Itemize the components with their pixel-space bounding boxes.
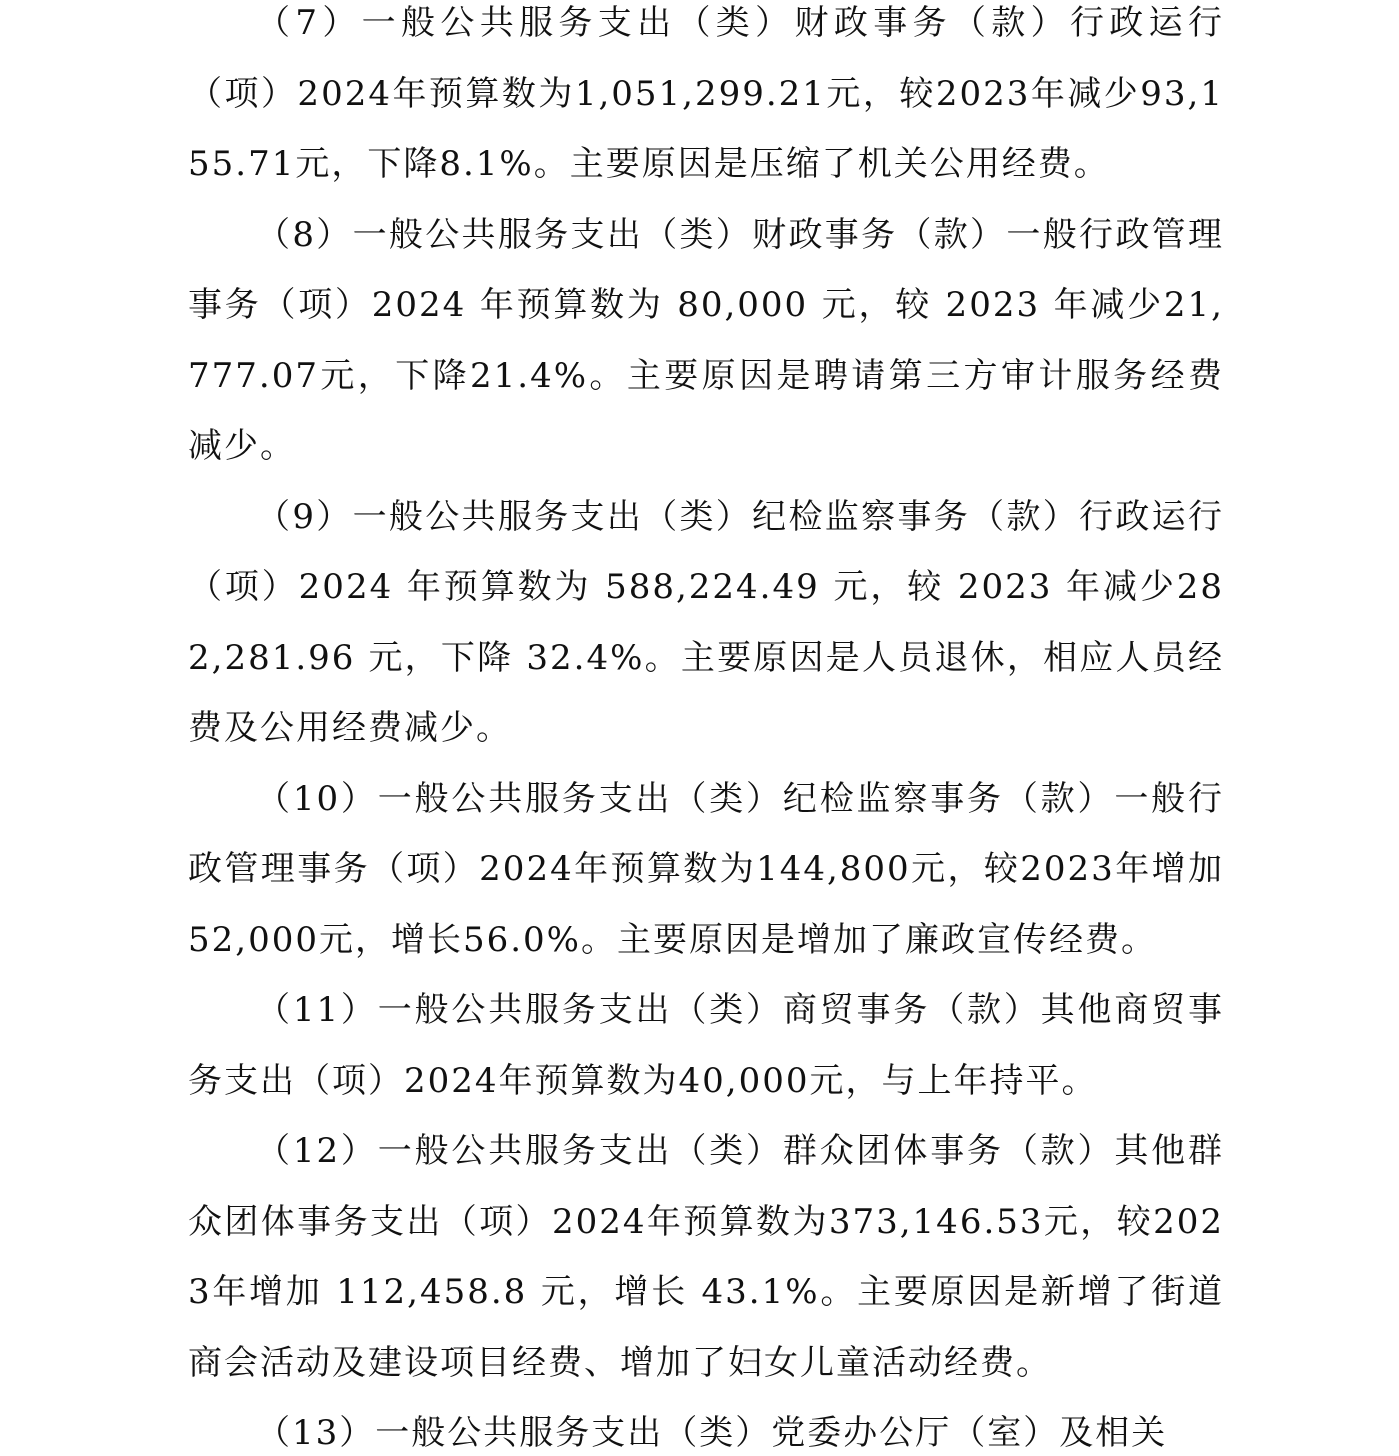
document-page	[188, 0, 1224, 1456]
paragraph-13: （13）一般公共服务支出（类）党委办公厅（室）及相关	[256, 1413, 1168, 1453]
paragraph-7: （7）一般公共服务支出（类）财政事务（款）行政运行（项）2024年预算数为1,051,299.21元，较2023年减少93,155.71元，下降8.1%。主要原因是压缩了机关公用经费。	[188, 3, 1224, 184]
paragraph-10: （10）一般公共服务支出（类）纪检监察事务（款）一般行政管理事务（项）2024年预算数为144,800元，较2023年增加52,000元，增长56.0%。主要原因是增加了廉政宣传经费。	[188, 778, 1224, 960]
paragraph-12: （12）一般公共服务支出（类）群众团体事务（款）其他群众团体事务支出（项）2024年预算数为373,146.53元，较2023年增加 112,458.8 元，增长 43.1%。主要原因是新增了街道商会活动及建设项目经费、增加了妇女儿童活动经费。	[188, 1131, 1224, 1383]
paragraph-11: （11）一般公共服务支出（类）商贸事务（款）其他商贸事务支出（项）2024年预算数为40,000元，与上年持平。	[188, 990, 1224, 1101]
paragraph-9: （9）一般公共服务支出（类）纪检监察事务（款）行政运行（项）2024 年预算数为 588,224.49 元，较 2023 年减少282,281.96 元，下降 32.4%。主要原因是人员退休，相应人员经费及公用经费减少。	[188, 496, 1224, 748]
paragraph-8: （8）一般公共服务支出（类）财政事务（款）一般行政管理事务（项）2024 年预算数为 80,000 元，较 2023 年减少21,777.07元，下降21.4%。主要原因是聘请第三方审计服务经费减少。	[188, 214, 1224, 466]
